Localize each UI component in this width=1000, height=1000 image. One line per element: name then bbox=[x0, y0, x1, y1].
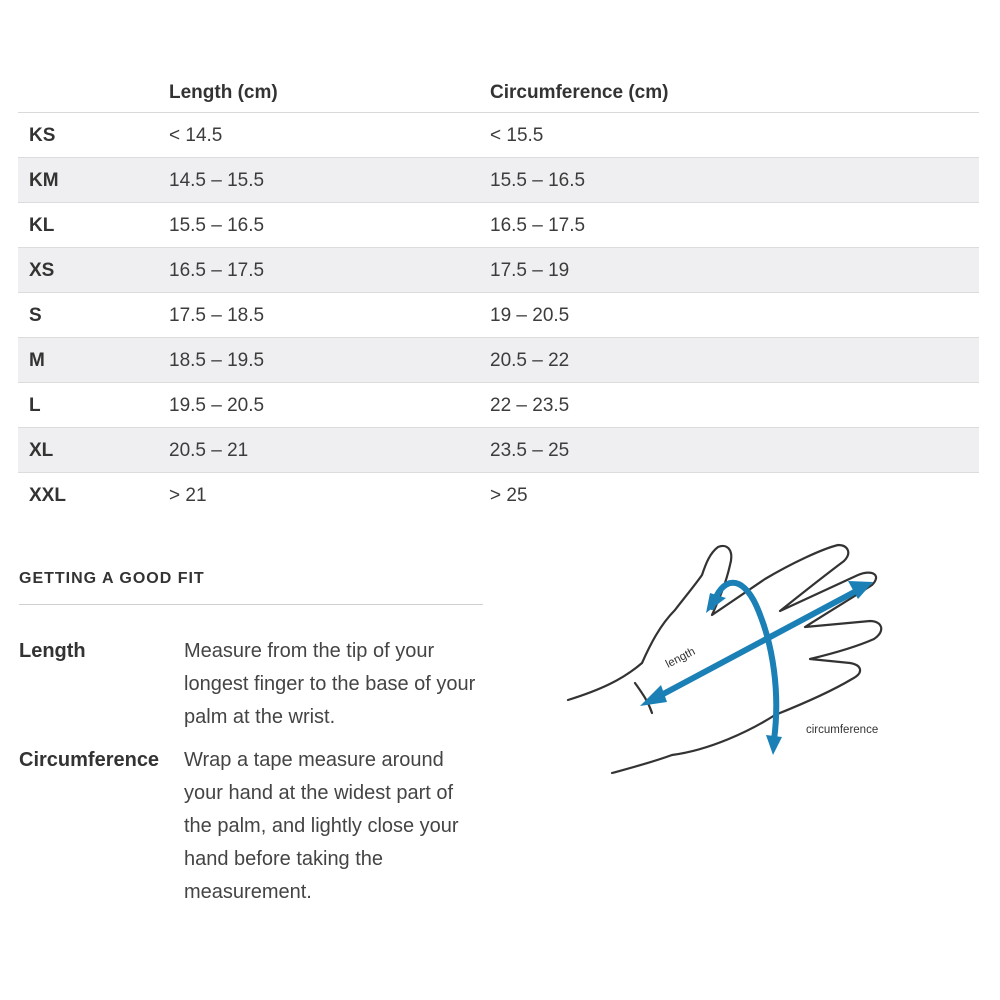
header-circumference: Circumference (cm) bbox=[490, 82, 669, 103]
size-table bbox=[18, 70, 979, 517]
length-cell: 19.5 – 20.5 bbox=[169, 395, 265, 416]
fit-item-length bbox=[19, 635, 483, 734]
fit-item-circumference bbox=[19, 744, 483, 909]
circumference-cell: 17.5 – 19 bbox=[490, 260, 570, 281]
size-cell: M bbox=[29, 350, 45, 371]
table-row bbox=[18, 293, 979, 338]
size-cell: L bbox=[29, 395, 41, 416]
length-cell: 15.5 – 16.5 bbox=[169, 215, 265, 236]
table-row bbox=[18, 428, 979, 473]
length-cell: 20.5 – 21 bbox=[169, 440, 249, 461]
length-cell: 16.5 – 17.5 bbox=[169, 260, 265, 281]
circumference-cell: 15.5 – 16.5 bbox=[490, 170, 586, 191]
fit-guide-heading: GETTING A GOOD FIT bbox=[19, 570, 483, 605]
length-cell: > 21 bbox=[169, 485, 207, 506]
circumference-cell: > 25 bbox=[490, 485, 528, 506]
header-length: Length (cm) bbox=[169, 82, 278, 103]
length-cell: 17.5 – 18.5 bbox=[169, 305, 265, 326]
circumference-cell: 22 – 23.5 bbox=[490, 395, 570, 416]
table-row bbox=[18, 383, 979, 428]
circumference-cell: 23.5 – 25 bbox=[490, 440, 570, 461]
table-row bbox=[18, 113, 979, 158]
length-cell: 18.5 – 19.5 bbox=[169, 350, 265, 371]
size-cell: XL bbox=[29, 440, 54, 461]
circumference-cell: < 15.5 bbox=[490, 125, 544, 146]
table-row bbox=[18, 203, 979, 248]
circumference-cell: 16.5 – 17.5 bbox=[490, 215, 586, 236]
hand-measurement-illustration bbox=[560, 535, 910, 785]
size-cell: XS bbox=[29, 260, 55, 281]
fit-term: Circumference bbox=[19, 749, 160, 771]
length-cell: < 14.5 bbox=[169, 125, 223, 146]
table-header-row bbox=[18, 70, 979, 113]
size-cell: KL bbox=[29, 215, 55, 236]
size-cell: KM bbox=[29, 170, 59, 191]
fit-description: Wrap a tape measure around your hand at the widest part of the palm, and lightly close your hand before taking the measurement. bbox=[184, 749, 459, 903]
table-row bbox=[18, 473, 979, 517]
circumference-arrow-icon bbox=[706, 583, 782, 755]
size-cell: XXL bbox=[29, 485, 66, 506]
table-row bbox=[18, 338, 979, 383]
length-label: length bbox=[663, 645, 698, 671]
circumference-cell: 20.5 – 22 bbox=[490, 350, 570, 371]
fit-guide bbox=[19, 570, 483, 909]
table-row bbox=[18, 248, 979, 293]
fit-term: Length bbox=[19, 640, 86, 662]
length-cell: 14.5 – 15.5 bbox=[169, 170, 265, 191]
fit-description: Measure from the tip of your longest finger to the base of your palm at the wrist. bbox=[184, 640, 476, 728]
size-cell: S bbox=[29, 305, 42, 326]
circumference-label: circumference bbox=[806, 724, 879, 736]
size-cell: KS bbox=[29, 125, 56, 146]
table-row bbox=[18, 158, 979, 203]
circumference-cell: 19 – 20.5 bbox=[490, 305, 570, 326]
